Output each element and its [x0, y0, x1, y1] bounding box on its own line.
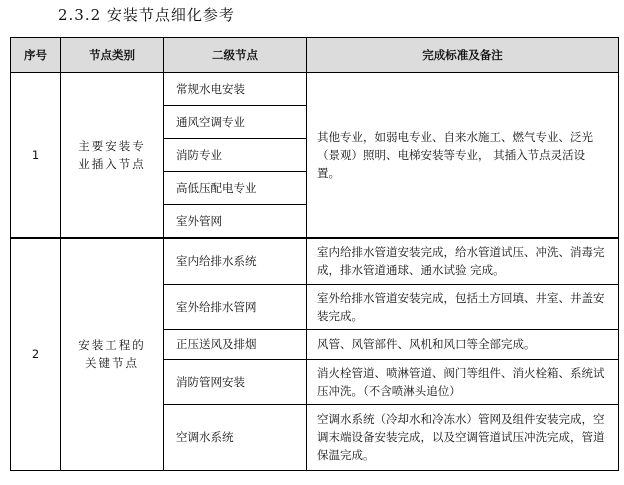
subnode-cell: 常规水电安装: [164, 73, 307, 106]
standard-note: 消火栓管道、喷淋管道、阀门等组件、消火栓箱、系统试压冲洗。（不含喷淋头追位）: [307, 359, 619, 404]
header-subnode: 二级节点: [164, 38, 307, 73]
standard-note: 室外给排水管道安装完成，包括土方回填、井室、井盖安装完成。: [307, 284, 619, 329]
standard-note: 室内给排水管道安装完成，给水管道试压、冲洗、消毒完成，排水管道通球、通水试验 完成。: [307, 238, 619, 284]
subnode-cell: 高低压配电专业: [164, 172, 307, 205]
subnode-cell: 消防专业: [164, 139, 307, 172]
table-row: [11, 238, 619, 284]
subnode-cell: 室内给排水系统: [164, 238, 307, 284]
section-heading: 2.3.2 安装节点细化参考: [58, 6, 235, 24]
subnode-cell: 消防管网安装: [164, 359, 307, 404]
standard-note: 空调水系统（冷却水和冷冻水）管网及组件安装完成，空调末端设备安装完成，以及空调管道试压冲洗完成，管道保温完成。: [307, 404, 619, 470]
subnode-cell: 通风空调专业: [164, 106, 307, 139]
table-header-row: [11, 38, 619, 73]
standard-note: 其他专业，如弱电专业、自来水施工、燃气专业、泛光（景观）照明、电梯安装等专业， 其插入节点灵活设置。: [307, 73, 619, 239]
header-num: 序号: [11, 38, 61, 73]
standard-note: 风管、风管部件、风机和风口等全部完成。: [307, 329, 619, 359]
subnode-cell: 正压送风及排烟: [164, 329, 307, 359]
subnode-cell: 室外给排水管网: [164, 284, 307, 329]
node-category: 安装工程的关键节点: [61, 238, 164, 470]
row-num: 2: [11, 238, 61, 470]
subnode-cell: 空调水系统: [164, 404, 307, 470]
table-row: [11, 73, 619, 106]
subnode-cell: 室外管网: [164, 205, 307, 239]
node-category: 主要安装专业插入节点: [61, 73, 164, 239]
header-category: 节点类别: [61, 38, 164, 73]
header-standard: 完成标准及备注: [307, 38, 619, 73]
install-node-table: [10, 37, 619, 471]
row-num: 1: [11, 73, 61, 239]
